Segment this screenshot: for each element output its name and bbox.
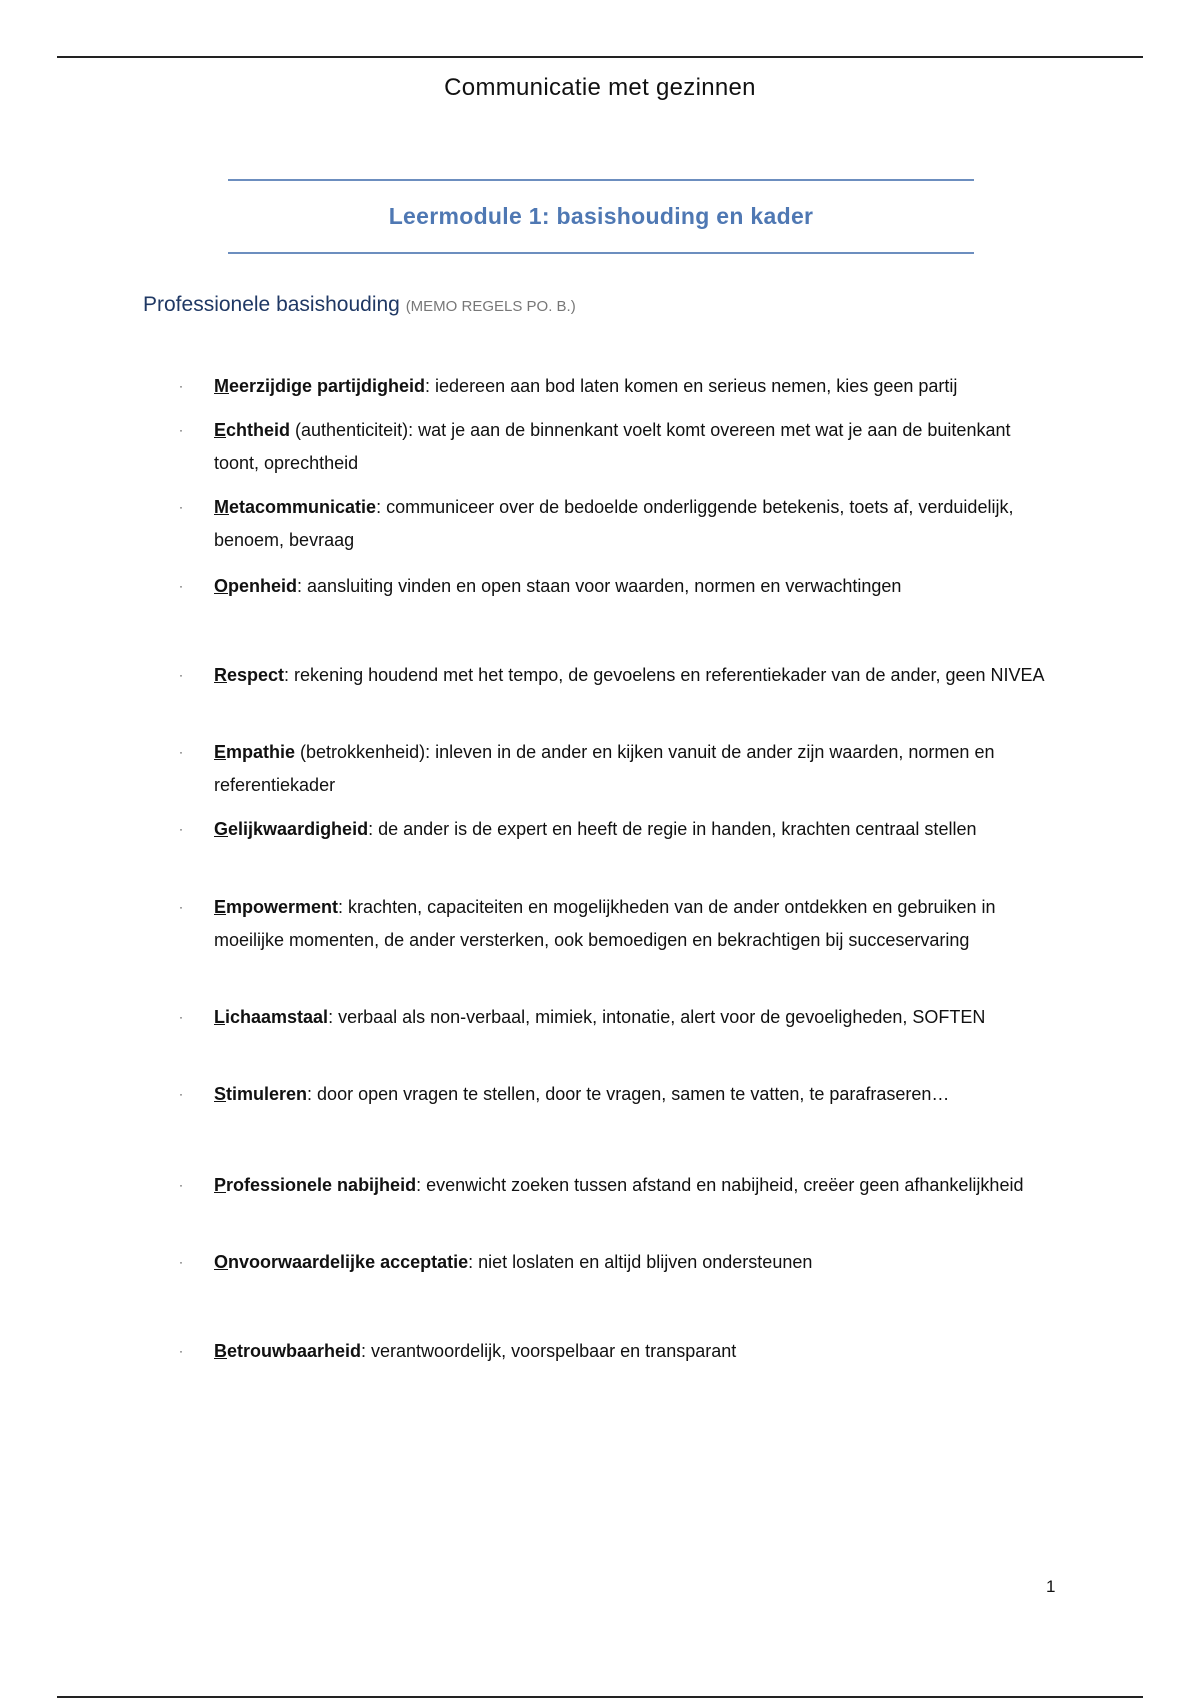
item-description: : aansluiting vinden en open staan voor waarden, normen en verwachtingen [297, 576, 902, 596]
module-title: Leermodule 1: basishouding en kader [388, 203, 814, 229]
item-term-initial: O [214, 1252, 229, 1272]
item-term-rest: etrouwbaarheid [227, 1341, 362, 1361]
item-description: : verbaal als non-verbaal, mimiek, intonatie, alert voor de gevoeligheden, SOFTEN [328, 1007, 986, 1027]
item-term-rest: rofessionele nabijheid [226, 1175, 417, 1195]
list-item-text [214, 1246, 1054, 1279]
list-item-text [214, 414, 1054, 479]
item-description: : iedereen aan bod laten komen en serieus nemen, kies geen partij [425, 376, 958, 396]
item-term-rest: mpathie [226, 742, 296, 762]
item-term-rest: elijkwaardigheid [228, 819, 369, 839]
list-item-text [214, 1335, 1054, 1368]
item-term [214, 742, 295, 762]
bullet-icon: · [179, 1178, 183, 1192]
item-term [214, 420, 290, 440]
item-description: : door open vragen te stellen, door te vragen, samen te vatten, te parafraseren… [307, 1084, 950, 1104]
item-term [214, 1341, 361, 1361]
bullet-icon: · [179, 668, 183, 682]
item-term-rest: mpowerment [226, 897, 339, 917]
list-item-text [214, 491, 1054, 556]
item-term [214, 1084, 307, 1104]
item-term-initial: E [214, 897, 227, 917]
item-term-initial: L [214, 1007, 225, 1027]
bullet-icon: · [179, 1255, 183, 1269]
item-term [214, 1175, 416, 1195]
item-description: : de ander is de expert en heeft de regie in handen, krachten centraal stellen [368, 819, 977, 839]
item-term [214, 1252, 468, 1272]
bullet-icon: · [179, 1087, 183, 1101]
bullet-icon: · [179, 900, 183, 914]
bullet-icon: · [179, 1344, 183, 1358]
item-term [214, 376, 425, 396]
section-heading [143, 293, 576, 317]
item-term-initial: E [214, 742, 227, 762]
list-item-text [214, 1169, 1054, 1202]
item-term-rest: chtheid [226, 420, 291, 440]
bullet-icon: · [179, 745, 183, 759]
item-description: (authenticiteit): wat je aan de binnenkant voelt komt overeen met wat je aan de buitenkant toont, oprechtheid [214, 420, 1011, 473]
item-description: : evenwicht zoeken tussen afstand en nabijheid, creëer geen afhankelijkheid [416, 1175, 1024, 1195]
item-description: : communiceer over de bedoelde onderliggende betekenis, toets af, verduidelijk, benoem, bevraag [214, 497, 1014, 550]
bullet-icon: · [179, 500, 183, 514]
item-term [214, 576, 297, 596]
item-term-initial: O [214, 576, 229, 596]
item-term-initial: B [214, 1341, 227, 1361]
module-title-box [228, 179, 974, 254]
section-heading-text: Professionele basishouding [143, 293, 400, 316]
bullet-icon: · [179, 1010, 183, 1024]
item-term-initial: E [214, 420, 227, 440]
list-item-text [214, 891, 1054, 956]
bullet-icon: · [179, 579, 183, 593]
item-term [214, 1007, 328, 1027]
item-term-rest: nvoorwaardelijke acceptatie [228, 1252, 469, 1272]
list-item-text [214, 736, 1054, 801]
item-term [214, 819, 368, 839]
item-term-rest: etacommunicatie [229, 497, 377, 517]
bullet-icon: · [179, 822, 183, 836]
item-term-initial: M [214, 376, 229, 396]
page-number: 1 [1046, 1577, 1056, 1596]
item-description: : niet loslaten en altijd blijven ondersteunen [468, 1252, 813, 1272]
item-term-initial: S [214, 1084, 227, 1104]
item-description: : krachten, capaciteiten en mogelijkheden van de ander ontdekken en gebruiken in moeilijke momenten, de ander versterken, ook bemoedigen en bekrachtigen bij succeservaring [214, 897, 996, 950]
item-term-initial: M [214, 497, 229, 517]
item-description: : verantwoordelijk, voorspelbaar en transparant [361, 1341, 737, 1361]
item-term-initial: G [214, 819, 229, 839]
list-item-text [214, 813, 1054, 846]
item-term-rest: ichaamstaal [225, 1007, 329, 1027]
list-item-text [214, 570, 1054, 603]
document-title: Communicatie met gezinnen [444, 74, 756, 101]
bottom-rule [57, 1696, 1143, 1698]
item-description: (betrokkenheid): inleven in de ander en kijken vanuit de ander zijn waarden, normen en referentiekader [214, 742, 995, 795]
item-term-rest: eerzijdige partijdigheid [229, 376, 426, 396]
item-term-rest: espect [227, 665, 285, 685]
item-description: : rekening houdend met het tempo, de gevoelens en referentiekader van de ander, geen NIVEA [284, 665, 1045, 685]
list-item-text [214, 1001, 1054, 1034]
item-term [214, 665, 284, 685]
section-note: (MEMO REGELS PO. B.) [405, 298, 576, 315]
bullet-icon: · [179, 379, 183, 393]
item-term [214, 897, 338, 917]
top-rule [57, 56, 1143, 58]
item-term-initial: P [214, 1175, 227, 1195]
bullet-icon: · [179, 423, 183, 437]
item-term [214, 497, 376, 517]
list-item-text [214, 659, 1054, 692]
list-item-text [214, 370, 1054, 403]
item-term-rest: timuleren [226, 1084, 308, 1104]
item-term-rest: penheid [228, 576, 298, 596]
list-item-text [214, 1078, 1054, 1111]
item-term-initial: R [214, 665, 227, 685]
